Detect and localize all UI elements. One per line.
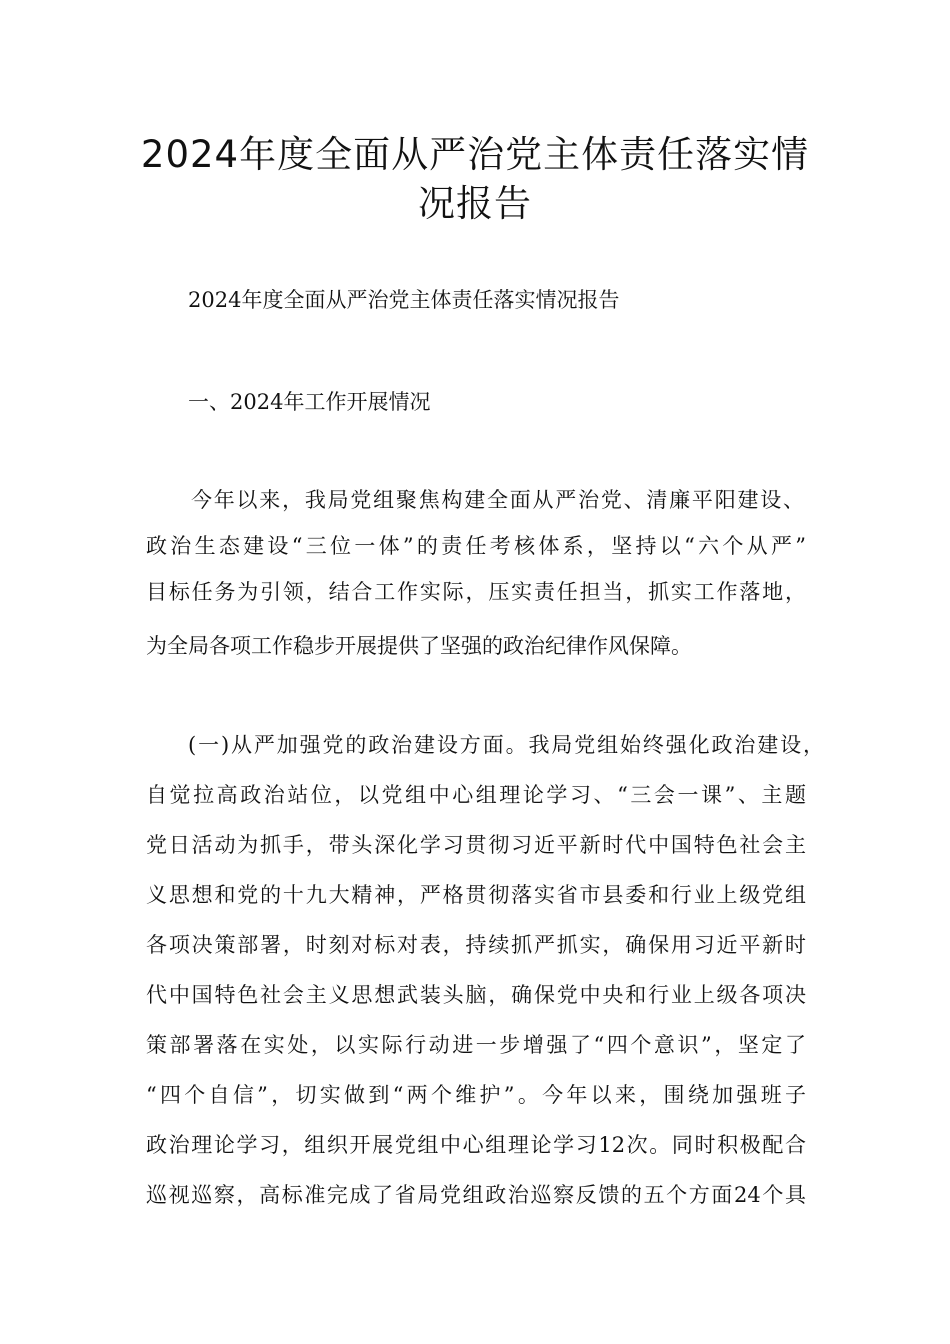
- paragraph-line: 政治理论学习，组织开展党组中心组理论学习12次。同时积极配合: [146, 1133, 806, 1157]
- paragraph-line: 为全局各项工作稳步开展提供了坚强的政治纪律作风保障。: [146, 634, 692, 658]
- document-title-line1: 2024年度全面从严治党主体责任落实情: [140, 133, 810, 176]
- paragraph-line: “四个自信”，切实做到“两个维护”。今年以来，围绕加强班子: [146, 1083, 806, 1107]
- paragraph-line: 党日活动为抓手，带头深化学习贯彻习近平新时代中国特色社会主: [146, 833, 806, 857]
- paragraph-line: 巡视巡察，高标准完成了省局党组政治巡察反馈的五个方面24个具: [146, 1183, 806, 1207]
- paragraph-line: 今年以来，我局党组聚焦构建全面从严治党、清廉平阳建设、: [191, 488, 804, 512]
- paragraph-line: 义思想和党的十九大精神，严格贯彻落实省市县委和行业上级党组: [146, 883, 806, 907]
- paragraph-line: 各项决策部署，时刻对标对表，持续抓严抓实，确保用习近平新时: [146, 933, 806, 957]
- paragraph-line: 策部署落在实处，以实际行动进一步增强了“四个意识”，坚定了: [146, 1033, 806, 1057]
- paragraph-line: 政治生态建设“三位一体”的责任考核体系，坚持以“六个从严”: [146, 534, 806, 558]
- document-subtitle: 2024年度全面从严治党主体责任落实情况报告: [188, 288, 620, 312]
- paragraph-line: 目标任务为引领，结合工作实际，压实责任担当，抓实工作落地，: [146, 580, 806, 604]
- paragraph-line: 代中国特色社会主义思想武装头脑，确保党中央和行业上级各项决: [146, 983, 806, 1007]
- paragraph-line: 自觉拉高政治站位，以党组中心组理论学习、“三会一课”、主题: [146, 783, 806, 807]
- section-heading: 一、2024年工作开展情况: [188, 390, 431, 414]
- document-title-line2: 况报告: [418, 182, 532, 225]
- paragraph-line: (一)从严加强党的政治建设方面。我局党组始终强化政治建设，: [188, 733, 824, 757]
